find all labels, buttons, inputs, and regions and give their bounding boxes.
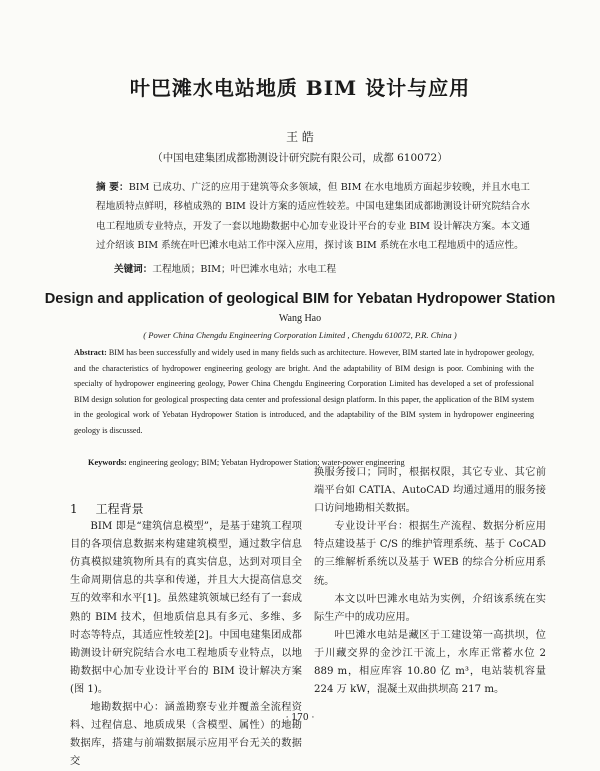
abstract-cn-text: BIM 已成功、广泛的应用于建筑等众多领域，但 BIM 在水电地质方面起步较晚，并且水电工程地质特点鲜明，移植成熟的 BIM 设计方案的适应性较差。中国电建集团成都勘测设计研究院结合水电工程地质专业特点，开发了一套以地勘数据中心加专业设计平台的专业 BIM 设计解决方案。本文通过介绍该 BIM 系统在叶巴滩水电站工作中深入应用，探讨该 BIM 系统在水电工程地质中的适应性。: [96, 182, 530, 251]
affiliation-cn: （中国电建集团成都勘测设计研究院有限公司，成都 610072）: [152, 152, 448, 164]
author-cn: 王 皓: [286, 130, 314, 144]
affiliation-en: ( Power China Chengdu Engineering Corporation Limited , Chengdu 610072, P.R. China ): [143, 330, 457, 340]
body-paragraph-continued: 换服务接口；同时，根据权限，其它专业、其它前端平台如 CATIA、AutoCAD 均通过通用的服务接口访问地勘相关数据。: [314, 467, 546, 515]
abstract-en: [74, 345, 534, 438]
body-paragraph: 地勘数据中心：涵盖勘察专业并覆盖全流程资料、过程信息、地质成果（含模型、属性）的地勘数据库，搭建与前端数据展示应用平台无关的数据交: [70, 702, 302, 768]
section-heading: [70, 500, 302, 518]
body-paragraph: BIM 即是“建筑信息模型”，是基于建筑工程项目的各项信息数据来构建建筑模型，通过数字信息仿真模拟建筑物所具有的真实信息，达到对项目全生命周期信息的共享和传递，并且大大提高信息交互的效率和水平[1]。虽然建筑领域已经有了一套成熟的 BIM 技术，但地质信息具有多元、多维、多时态等特点，其适应性较差[2]。中国电建集团成都勘测设计研究院结合水电工程地质专业特点，以地勘数据中心加专业设计平台的 BIM 设计解决方案(图 1)。: [70, 521, 302, 695]
abstract-en-label: Abstract:: [74, 348, 107, 357]
abstract-en-text: BIM has been successfully and widely used in many fields such as architecture. However, BIM started late in hydropower geology, and the characteristics of hydropower engineering geology are bright. And the adaptability of BIM design is poor. Combining with the specialty of hydropower engineering geology, Power China Chengdu Engineering Corporation Limited has developed a set of professional BIM design solution for geological prospecting data center and professional design platform. In this paper, the application of the BIM system in the geological work of Yebatan Hydropower Station is introduced, and the adaptability of the BIM system in hydropower engineering geology is discussed.: [74, 348, 534, 435]
keywords-en-text: engineering geology; BIM; Yebatan Hydropower Station; water-power engineering: [128, 458, 405, 467]
author-en: Wang Hao: [278, 313, 322, 324]
body-paragraph: 叶巴滩水电站是藏区于工建设第一高拱坝，位于川藏交界的金沙江干流上，水库正常蓄水位 2 889 m，相应库容 10.80 亿 m³，电站装机容量 224 万 kW，混凝土双曲拱坝高 217 m。: [314, 629, 546, 696]
section-title: 工程背景: [95, 502, 144, 516]
keywords-cn-label: 关键词：: [114, 264, 153, 275]
section-number: 1: [70, 502, 78, 516]
body-left-column: [70, 500, 302, 771]
page-number: · 170 ·: [285, 713, 315, 723]
body-right-column: [314, 464, 546, 699]
body-paragraph: 专业设计平台：根据生产流程、数据分析应用特点建设基于 C/S 的维护管理系统、基于 CoCAD 的三维解析系统以及基于 WEB 的综合分析应用系统。: [314, 521, 546, 587]
body-paragraph: 本文以叶巴滩水电站为实例，介绍该系统在实际生产中的成功应用。: [314, 593, 546, 623]
keywords-cn-text: 工程地质；BIM；叶巴滩水电站；水电工程: [152, 264, 337, 275]
keywords-cn: [114, 261, 534, 275]
paper-title-en: Design and application of geological BIM for Yebatan Hydropower Station: [44, 291, 556, 307]
abstract-cn: [96, 178, 530, 255]
paper-title-cn: 叶巴滩水电站地质 BIM 设计与应用: [129, 76, 471, 100]
keywords-en-label: Keywords:: [88, 458, 127, 467]
abstract-cn-label: 摘 要：: [96, 182, 129, 193]
